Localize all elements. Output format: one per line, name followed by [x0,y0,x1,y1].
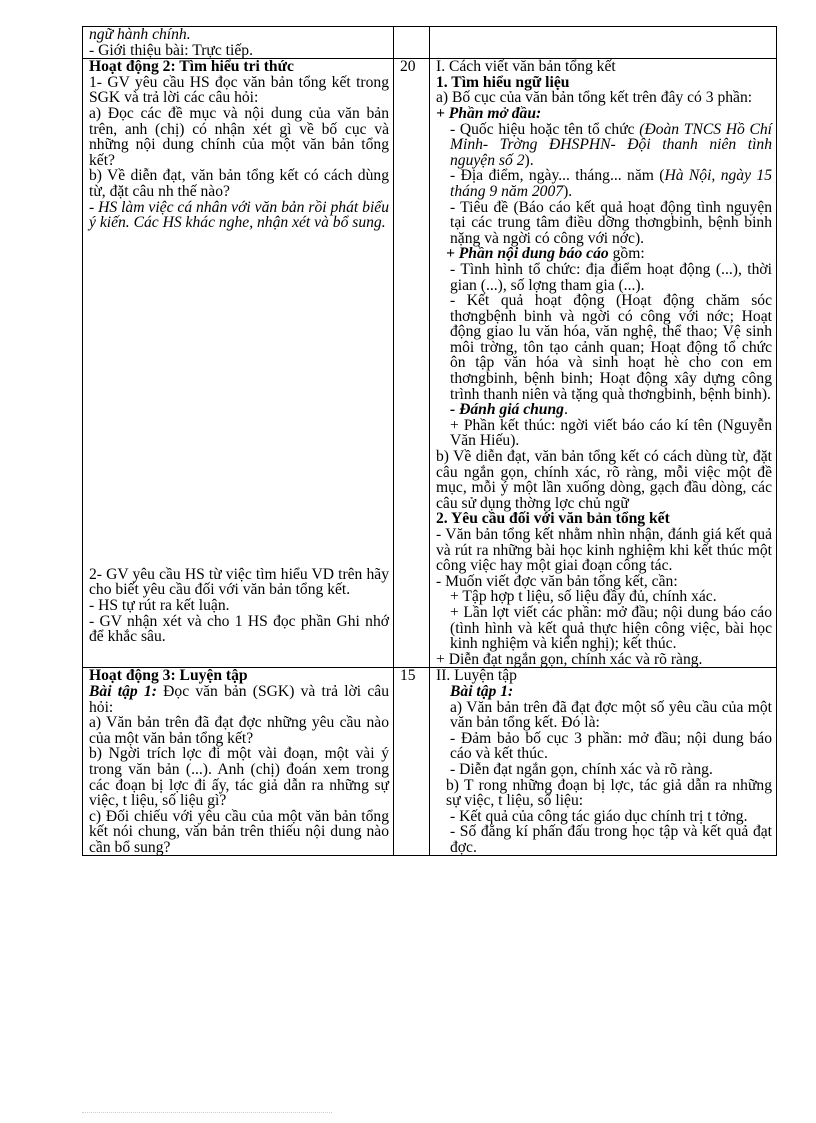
text-line: - Giới thiệu bài: Trực tiếp. [89,41,253,59]
activity-heading: Hoạt động 3: Luyện tập [89,667,248,685]
exercise-label: Bài tập 1: [450,682,514,700]
text-line: b) T rong những đoạn bị lợc, tác giả dẫn ra những sự việc, t liệu, số liệu: [446,776,772,810]
text-line: + Phần kết thúc: ngời viết báo cáo kí tên (Nguyễn Văn Hiếu). [450,416,772,450]
text-line: b) Ngời trích lợc đi một vài đoạn, một vài ý trong văn bản (...). Anh (chị) đoán xem trong các đoạn bị lợc đi ấy, tác giả dẫn ra những sự việc, t liệu, số liệu gì? [89,745,389,810]
text-line: - Kết quả hoạt động (Hoạt động chăm sóc thơngbệnh binh và ngời có công với nớc; Hoạt động giao lu văn hóa, văn nghệ, thể thao; Vệ sinh môi trờng, tôn tạo cảnh quan; Hoạt động tổ chức ôn tập văn hóa và sinh hoạt hè cho con em thơngbinh, bệnh binh; Hoạt động xây dựng công trình thanh niên và tặng quà thơngbinh, bệnh binh). [450,292,772,403]
text-span: ). [524,151,534,169]
table-row [83,59,777,668]
text-line: - Số đăng kí phấn đấu trong học tập và kết quả đạt đợc. [450,823,772,856]
text-line: - Tình hình tổ chức: địa điểm hoạt động (...), thời gian (...), số lợng tham gia (...). [450,260,772,294]
text-line: - Muốn viết đợc văn bản tổng kết, cần: [436,572,678,590]
time-cell [394,27,430,59]
subsection-title: 1. Tìm hiểu ngữ liệu [436,73,570,91]
text-line: - Diễn đạt ngắn gọn, chính xác và rõ ràng. [450,760,713,778]
text-line [89,684,389,715]
part-heading: - Đánh giá chung [450,401,564,419]
content-cell [430,668,777,856]
text-span: - Địa điểm, ngày... tháng... năm ( [450,167,665,185]
lesson-plan-table [82,26,777,856]
text-span: ). [563,182,573,200]
text-line [436,122,772,169]
text-span: . [563,401,568,419]
text-line: + Lần lợt viết các phần: mở đầu; nội dung báo cáo (tình hình và kết quả thực hiện công việc, bài học kinh nghiệm và kiến nghị); kết thúc. [450,603,772,653]
text-line: c) Đối chiếu với yêu cầu của một văn bản tổng kết nói chung, văn bản trên thiếu nội dung nào cần bổ sung? [89,807,389,856]
footer-divider [82,1112,332,1113]
activity-cell [83,27,394,59]
section-title: II. Luyện tập [436,667,517,685]
text-line: + Tập hợp t liệu, số liệu đầy đủ, chính xác. [450,588,717,606]
time-cell: 15 [394,668,430,856]
activity-cell [83,668,394,856]
text-line: b) Về diễn đạt, văn bản tổng kết có cách dùng từ, đặt câu ngắn gọn, chính xác, rõ ràng, mỗi việc một đề mục, mỗi ý một lần xuống dòng, gạch đầu dòng, các câu sử dụng thờng lợc chủ ngữ [436,448,772,512]
text-span: Đọc văn bản (SGK) và trả lời câu hỏi: [89,682,389,716]
table-row [83,668,777,856]
text-line: a) Đọc các đề mục và nội dung của văn bản trên, anh (chị) có nhận xét gì về bố cục và những nội dung chính của một văn bản tổng kết? [89,104,389,169]
text-line: a) Bố cục của văn bản tổng kết trên đây có 3 phần: [436,89,753,107]
section-title: I. Cách viết văn bản tổng kết [436,58,616,76]
text-line [436,168,772,199]
italic-span: Hà Nội, ngày 15 tháng 9 năm 2007 [450,167,772,200]
activity-heading: Hoạt động 2: Tìm hiểu tri thức [89,58,294,76]
text-line [436,246,772,262]
text-line: - GV nhận xét và cho 1 HS đọc phần Ghi nhớ để khắc sâu. [89,612,389,646]
text-line: ngữ hành chính. [89,26,191,43]
table-row [83,27,777,59]
exercise-label: Bài tập 1: [89,682,157,700]
activity-cell [83,59,394,668]
content-cell [430,59,777,668]
text-line: a) Văn bản trên đã đạt đợc những yêu cầu nào của một văn bản tổng kết? [89,714,389,747]
text-line: - Tiêu đề (Báo cáo kết quả hoạt động tình nguyện tại các trung tâm điều dỡng thơngbinh, bệnh binh nặng và ngời có công với nớc). [450,198,772,247]
text-line: 1- GV yêu cầu HS đọc văn bản tổng kết trong SGK và trả lời các câu hỏi: [89,73,389,107]
text-line: 2- GV yêu cầu HS từ việc tìm hiểu VD trên hãy cho biết yêu cầu đối với văn bản tổng kết. [89,565,389,599]
text-line: - HS làm việc cá nhân với văn bản rồi phát biểu ý kiến. Các HS khác nghe, nhận xét và bổ sung. [89,198,389,232]
text-line: + Diễn đạt ngắn gọn, chính xác và rõ ràng. [436,650,703,668]
part-heading: + Phần mở đầu: [436,104,542,122]
part-heading: + Phần nội dung báo cáo [446,245,609,263]
text-line: - Văn bản tổng kết nhằm nhìn nhận, đánh giá kết quả và rút ra những bài học kinh nghiệm khi kết thúc một công việc hay một giai đoạn công tác. [436,526,772,575]
time-cell: 20 [394,59,430,668]
text-span: - Quốc hiệu hoặc tên tổ chức [450,120,640,138]
italic-span: (Đoàn TNCS Hồ Chí Minh- Trờng ĐHSPHN- Đội thanh niên tình nguyện số 2 [450,120,772,169]
content-cell [430,27,777,59]
text-line [436,402,772,418]
text-line: - Đảm bảo bố cục 3 phần: mở đầu; nội dung báo cáo và kết thúc. [450,729,772,763]
text-span: gồm: [608,245,645,263]
text-line: - HS tự rút ra kết luận. [89,596,230,614]
text-line: - Kết quả của công tác giáo dục chính trị t tởng. [450,807,748,825]
subsection-title: 2. Yêu cầu đối với văn bản tổng kết [436,510,670,528]
spacer [89,231,389,567]
text-line: b) Về diễn đạt, văn bản tổng kết có cách dùng từ, đặt câu nh thế nào? [89,167,389,200]
text-line: a) Văn bản trên đã đạt đợc một số yêu cầu của một văn bản tổng kết. Đó là: [450,698,772,732]
